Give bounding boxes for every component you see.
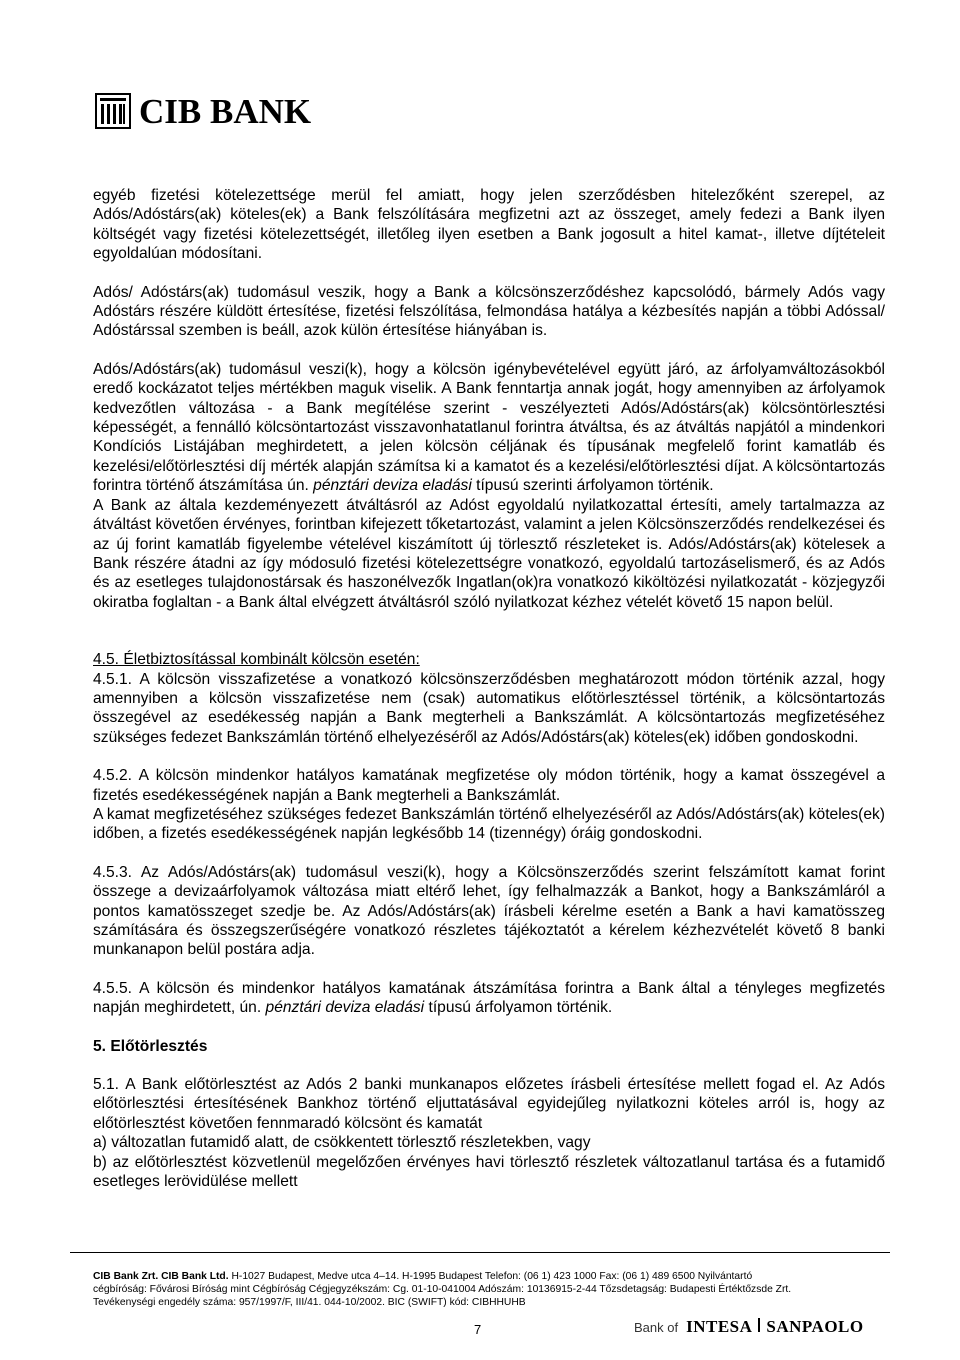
page-number: 7 [474, 1322, 482, 1337]
footer-divider [70, 1252, 890, 1253]
partner-intesa: INTESA [686, 1317, 753, 1336]
section-5-1: 5.1. A Bank előtörlesztést az Adós 2 banki munkanapos előzetes írásbeli értesítése mellett fogad el. Az Adós előtörlesztési értesítésének Bankhoz történő eljuttatásával egyidejűleg nyilatkozni köteles arról is, hogy az előtörlesztést követően fennmaradó kölcsönt és kamatát [93, 1076, 885, 1132]
footer [93, 1270, 913, 1310]
partner-separator [758, 1318, 760, 1332]
cib-bank-emblem-icon [95, 93, 131, 129]
partner-sanpaolo: SANPAOLO [766, 1317, 864, 1336]
paragraph-fx-risk: Adós/Adóstárs(ak) tudomásul veszi(k), hogy a kölcsön igénybevételével együtt járó, az árfolyamváltozásokból eredő kockázatot teljes mértékben maguk viselik. A Bank fenntartja annak jogát, hogy amennyiben az árfolyamok kedvezőtlen változása - a Bank megítélése szerint - veszélyezteti Adós/Adóstárs(ak) kölcsöntörlesztési képességét, a fennálló kölcsöntartozást visszavonhatatlanul forintra átváltsa, és az átváltás napjától a mindenkori Kondíciós Listájában meghirdetett, a jelen kölcsön céljának és típusának megfelelő forint kamatláb és kezelési/előtörlesztési díj mérték alapján számítsa ki a kamatot és a kezelési/előtörlesztési díjat. A kölcsöntartozás forintra történő átszámítása ún. pénztári deviza eladási típusú szerinti árfolyamon történik. [93, 360, 885, 495]
section-4-5-2-cont: A kamat megfizetéséhez szükséges fedezet Bankszámlán történő elhelyezéséről az Adós/Adóstárs(ak) köteles(ek) időben, a fizetés esedékességének napján legkésőbb 14 (tizennégy) óráig gondoskodni. [93, 805, 885, 843]
fx-rate-term: pénztári deviza eladási [313, 477, 472, 495]
paragraph-conversion: A Bank az általa kezdeményezett átváltásról az Adóst egyoldalú nyilatkozattal értesíti, amely tartalmazza az átváltást követően érvényes, forintban kifejezett tőketartozást, valamint a jelen Kölcsönszerződés rendelkezései és az új forint kamatláb figyelembe vételével kiszámított új törlesztő részleteket is. Adós/Adóstárs(ak) kötelesek a Bank részére átadni az így módosuló fizetési kötelezettségre vonatkozó, egyoldalú tartozáselismerő, és az Adós és az esetleges tulajdonostársak és haszonélvezők Ingatlan(ok)ra vonatkozó kiköltözési nyilatkozatát - közjegyzői okiratba foglaltan - a Bank által elvégzett átváltásról szóló nyilatkozat kézhez vételét követő 15 napon belül. [93, 496, 885, 611]
section-4-5-2: 4.5.2. A kölcsön mindenkor hatályos kamatának megfizetése oly módon történik, hogy a kamat összegével a fizetés esedékességének napján a Bank megterheli a Bankszámlát. [93, 767, 885, 804]
logo-text: CIB BANK [139, 91, 312, 131]
partner-of-label: Bank of [634, 1320, 679, 1335]
fx-rate-term: pénztári deviza eladási [265, 999, 425, 1017]
footer-line-3: Tevékenységi engedély száma: 957/1997/F, III/41. 044-10/2002. BIC (SWIFT) kód: CIBHHUHB [93, 1297, 526, 1309]
section-5-1-a: a) változatlan futamidő alatt, de csökkentett törlesztő részletekben, vagy [93, 1134, 591, 1152]
footer-line-2: cégbíróság: Fővárosi Bíróság mint Cégbíróság Cégjegyzékszám: Cg. 01-10-041004 Adószám: 10136915-2-44 Tőzsdetagság: Budapesti Értéktőzsde Zrt. [93, 1284, 792, 1296]
section-4-5-3: 4.5.3. Az Adós/Adóstárs(ak) tudomásul veszi(k), hogy a Kölcsönszerződés szerint felszámított kamat forint összege a devizaárfolyamok változása miatt eltérő lehet, így felhalmazzák a Bankot, hogy a Bankszámláról a pontos kamatösszeget szedje be. Az Adós/Adóstárs(ak) írásbeli kérelme esetén a Bank a havi kamatösszeg számítására és összegszerűségére vonatkozó részletes tájékoztatót a kérelem kézhezvételét követő 8 banki munkanapon belül postára adja. [93, 863, 885, 959]
section-4-5-title: 4.5. Életbiztosítással kombinált kölcsön esetén: [93, 651, 420, 669]
section-5-title: 5. Előtörlesztés [93, 1037, 208, 1055]
section-4-5-1: 4.5.1. A kölcsön visszafizetése a vonatkozó kölcsönszerződésben meghatározott módon történik azzal, hogy amennyiben a kölcsön visszafizetése nem (csak) automatikus előtörlesztéssel történik, a kölcsöntartozás összegével az esedékesség napján a Bank megterheli a Bankszámlát. A kölcsöntartozás megfizetéséhez szükséges fedezet Bankszámlán történő elhelyezéséről az Adós/Adóstárs(ak) köteles(ek) időben gondoskodni. [93, 670, 885, 746]
footer-line-1: CIB Bank Zrt. CIB Bank Ltd. H-1027 Budapest, Medve utca 4–14. H-1995 Budapest Telefon: (06 1) 423 1000 Fax: (06 1) 489 6500 Nyilvántartó [93, 1271, 753, 1282]
intesa-sanpaolo-logo [634, 1317, 864, 1337]
section-5-1-b: b) az előtörlesztést közvetlenül megelőzően érvényes havi törlesztő részletek változatlanul tartása és a futamidő esetleges lerövidülése mellett [93, 1153, 885, 1191]
paragraph-notifications: Adós/ Adóstárs(ak) tudomásul veszik, hogy a Bank a kölcsönszerződéshez kapcsolódó, bármely Adós vagy Adóstárs részére küldött értesítése, fizetési felszólítása, felmondása hatálya a kézbesítés napján a többi Adóssal/ Adóstárssal szemben is beáll, azok külön értesítése hiányában is. [93, 283, 885, 340]
document-body [93, 186, 885, 1191]
paragraph-costs: egyéb fizetési kötelezettsége merül fel amiatt, hogy jelen szerződésben hitelezőként szerepel, az Adós/Adóstárs(ak) köteles(ek) a Bank felszólítására megfizetni azt az összeget, amely fedezi a Bank ilyen költségét vagy fizetési kötelezettségét, illetőleg ilyen esetben a Bank jogosult a hitel kamat-, illetve díjtételeit egyoldalúan módosítani. [93, 187, 885, 263]
section-4-5-5: 4.5.5. A kölcsön és mindenkor hatályos kamatának átszámítása forintra a Bank által a tényleges megfizetés napján meghirdetett, ún. pénztári deviza eladási típusú árfolyamon történik. [93, 979, 885, 1017]
cib-bank-logo [95, 93, 311, 129]
